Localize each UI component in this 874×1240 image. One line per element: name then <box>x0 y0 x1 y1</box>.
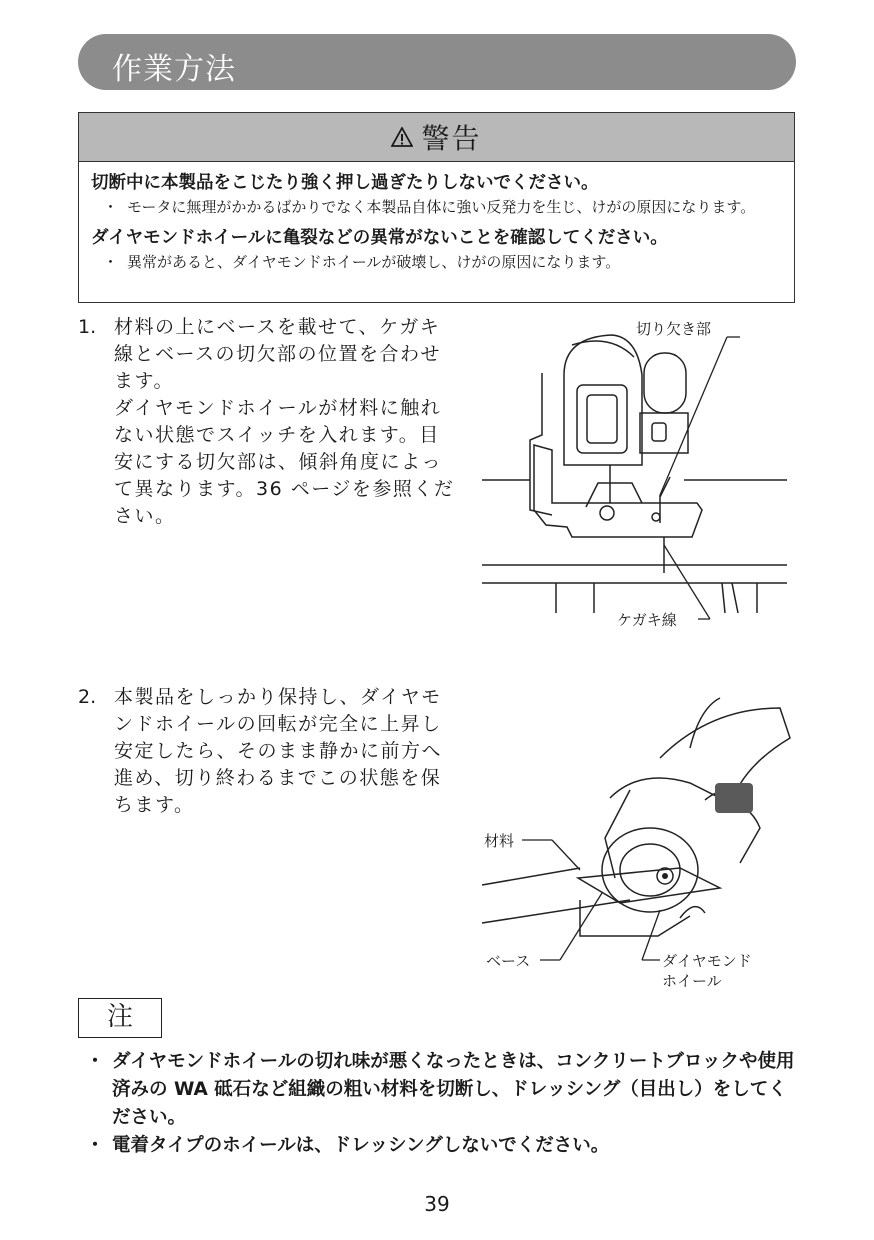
step-number: 2. <box>78 686 97 708</box>
step-2 <box>78 684 458 819</box>
warning-sub-text-2: 異常があると、ダイヤモンドホイールが破壊し、けがの原因になります。 <box>127 253 621 271</box>
note-item-text: ダイヤモンドホイールの切れ味が悪くなったときは、コンクリートブロックや使用済みの WA 砥石など組織の粗い材料を切断し、ドレッシング（目出し）をしてください。 <box>112 1051 795 1128</box>
step-2-paragraph-1: 本製品をしっかり保持し、ダイヤモンドホイールの回転が完全に上昇し安定したら、そのまま静かに前方へ進め、切り終わるまでこの状態を保ちます。 <box>114 686 443 816</box>
label-material: 材料 <box>484 832 515 850</box>
note-item-text: 電着タイプのホイールは、ドレッシングしないでください。 <box>112 1135 610 1156</box>
note-list <box>78 1048 800 1160</box>
bullet: ・ <box>103 253 119 271</box>
warning-header <box>79 113 794 162</box>
bullet: ・ <box>85 1135 105 1156</box>
step-text <box>114 684 458 819</box>
warning-triangle-icon <box>391 127 413 147</box>
warning-body <box>79 162 794 274</box>
figure-saw-side-view <box>482 315 802 635</box>
step-number: 1. <box>78 316 97 338</box>
section-title: 作業方法 <box>112 52 236 87</box>
warning-box <box>78 112 795 303</box>
label-marking-line: ケガキ線 <box>617 611 677 629</box>
warning-title: 警告 <box>421 122 482 155</box>
note-title: 注 <box>78 998 162 1038</box>
warning-main-1: 切断中に本製品をこじたり強く押し過ぎたりしないでください。 <box>91 173 599 193</box>
note-item-1 <box>78 1048 800 1132</box>
step-text <box>114 314 458 530</box>
label-notch: 切り欠き部 <box>636 320 712 338</box>
step-1-paragraph-1: 材料の上にベースを載せて、ケガキ線とベースの切欠部の位置を合わせます。 <box>114 316 442 392</box>
note-item-2 <box>78 1132 800 1160</box>
label-base: ベース <box>486 952 531 970</box>
warning-main-2: ダイヤモンドホイールに亀裂などの異常がないことを確認してください。 <box>91 228 668 248</box>
label-wheel-line-2: ホイール <box>662 972 722 990</box>
figure-saw-in-use <box>480 688 800 988</box>
bullet: ・ <box>103 198 119 216</box>
page-number: 39 <box>424 1192 450 1216</box>
bullet: ・ <box>85 1051 105 1072</box>
step-1-paragraph-2: ダイヤモンドホイールが材料に触れない状態でスイッチを入れます。目安にする切欠部は、傾斜角度によって異なります。36 ページを参照ください。 <box>114 397 455 527</box>
warning-sub-2 <box>91 251 782 274</box>
label-wheel-line-1: ダイヤモンド <box>662 952 752 970</box>
warning-sub-1 <box>91 196 782 219</box>
section-title-bar <box>78 34 796 90</box>
step-1 <box>78 314 458 530</box>
warning-sub-text-1: モータに無理がかかるばかりでなく本製品自体に強い反発力を生じ、けがの原因になります。 <box>127 198 756 216</box>
